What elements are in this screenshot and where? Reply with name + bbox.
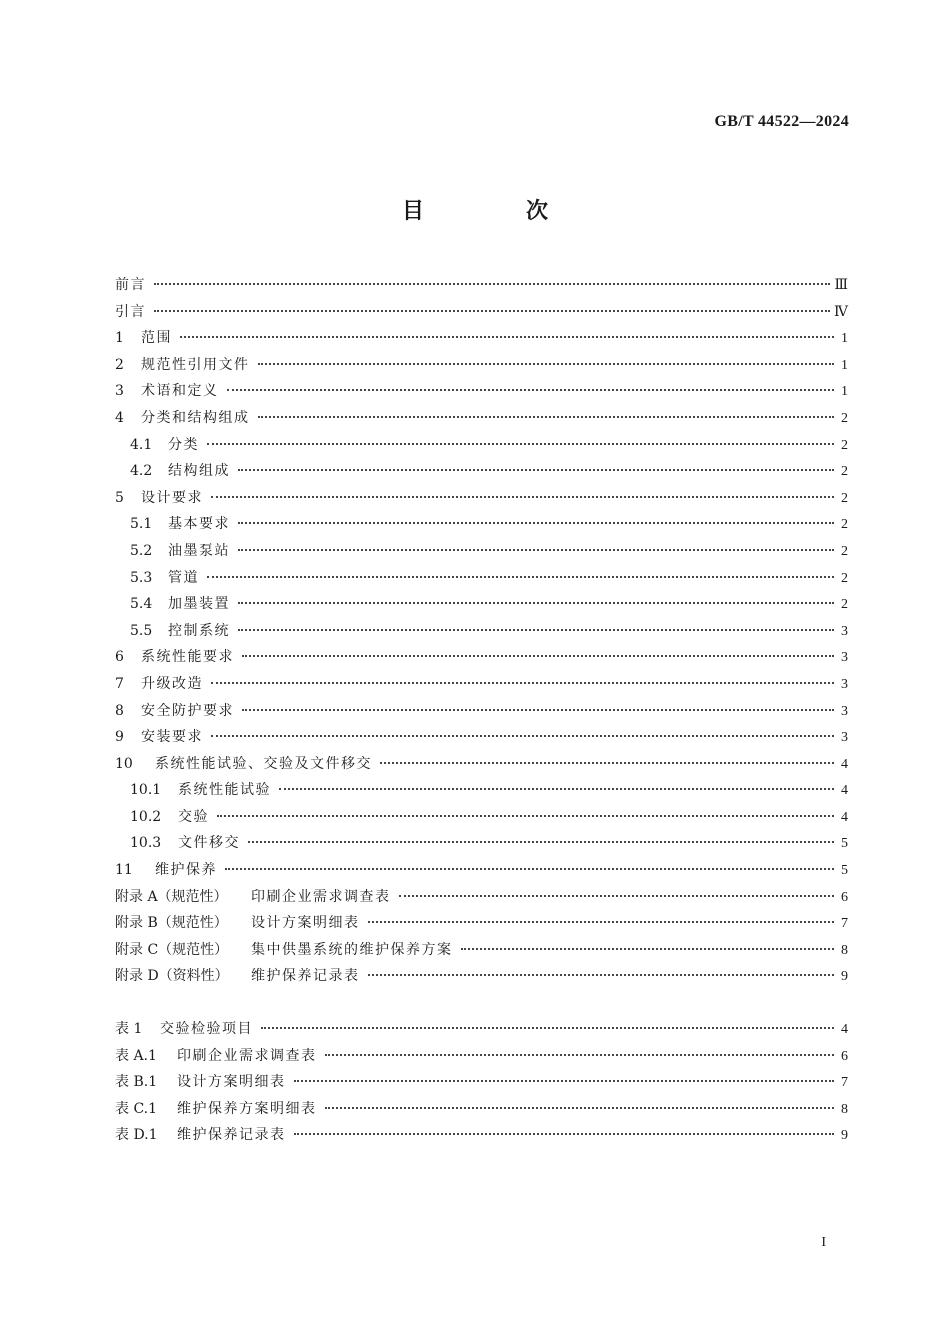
- toc-entry-page: 2: [841, 517, 848, 533]
- toc-entry-title: 集中供墨系统的维护保养方案: [251, 941, 453, 958]
- toc-entry-title: 引言: [115, 303, 146, 320]
- toc-entry-number: 附录 A（规范性）: [115, 888, 228, 905]
- toc-entry-title: 加墨装置: [168, 596, 230, 613]
- toc-entry[interactable]: [115, 884, 848, 911]
- toc-entry[interactable]: [115, 671, 848, 698]
- toc-entry-title: 交验: [178, 808, 209, 825]
- toc-entry[interactable]: [115, 937, 848, 964]
- toc-entry-number: 2: [115, 356, 124, 373]
- toc-entry-page: 2: [841, 597, 848, 613]
- toc-entry-page: Ⅲ: [834, 278, 848, 293]
- toc-entry[interactable]: [115, 857, 848, 884]
- toc-entry-number: 附录 B（规范性）: [115, 915, 228, 932]
- toc-entry[interactable]: [115, 538, 848, 565]
- page-number: I: [821, 1235, 826, 1250]
- toc-entry[interactable]: [115, 804, 848, 831]
- toc-entry-page: Ⅳ: [834, 304, 848, 320]
- toc-entry-number: 4: [115, 409, 124, 426]
- toc-entry[interactable]: [115, 352, 848, 379]
- dot-leader: [380, 762, 834, 764]
- table-list-entry[interactable]: [115, 1069, 848, 1096]
- toc-entry-title: 设计要求: [141, 489, 203, 506]
- toc-entry[interactable]: [115, 830, 848, 857]
- toc-entry-number: 7: [115, 675, 124, 692]
- toc-entry-number: 4.2: [130, 463, 153, 480]
- toc-entry-title: 术语和定义: [141, 383, 219, 400]
- toc-entry-number: 10: [115, 755, 133, 772]
- dot-leader: [238, 469, 834, 471]
- toc-entry-title: 油墨泵站: [168, 542, 230, 559]
- dot-leader: [211, 735, 834, 737]
- toc-entry-number: 表 B.1: [115, 1074, 158, 1091]
- toc-entry-page: 9: [841, 1128, 848, 1144]
- toc-entry-title: 结构组成: [168, 463, 230, 480]
- toc-entry-number: 附录 C（规范性）: [115, 941, 229, 958]
- toc-entry-number: 11: [115, 862, 133, 879]
- toc-entry-title: 基本要求: [168, 516, 230, 533]
- toc-entry-number: 5.2: [130, 542, 153, 559]
- toc-entry-page: 8: [841, 942, 848, 958]
- dot-leader: [225, 868, 834, 870]
- dot-leader: [242, 655, 834, 657]
- standard-code: GB/T 44522—2024: [714, 113, 849, 130]
- toc-entry-page: 2: [841, 543, 848, 559]
- toc-entry-number: 表 C.1: [115, 1100, 158, 1117]
- toc-title: 目 次: [401, 199, 588, 224]
- dot-leader: [211, 682, 834, 684]
- toc-entry[interactable]: [115, 405, 848, 432]
- toc-entry-page: 3: [841, 730, 848, 746]
- toc-entry-title: 升级改造: [141, 675, 203, 692]
- toc-entry-page: 5: [841, 863, 848, 879]
- toc-entry-number: 1: [115, 330, 124, 347]
- toc-entry-page: 2: [841, 490, 848, 506]
- toc-entry-number: 表 1: [115, 1021, 143, 1038]
- dot-leader: [180, 336, 834, 338]
- toc-entry-page: 2: [841, 437, 848, 453]
- toc-entry-title: 印刷企业需求调查表: [251, 888, 391, 905]
- toc-entry-page: 3: [841, 703, 848, 719]
- toc-entry-page: 6: [841, 889, 848, 905]
- toc-entry[interactable]: [115, 591, 848, 618]
- dot-leader: [399, 895, 835, 897]
- table-list-entries: [115, 1016, 848, 1149]
- toc-entry-number: 表 A.1: [115, 1047, 157, 1064]
- toc-entry-number: 10.3: [130, 835, 162, 852]
- toc-entry-page: 1: [841, 331, 848, 347]
- toc-entry[interactable]: [115, 272, 848, 299]
- toc-entry-number: 附录 D（资料性）: [115, 968, 229, 985]
- toc-entry-title: 范围: [141, 330, 172, 347]
- dot-leader: [368, 974, 835, 976]
- toc-entry[interactable]: [115, 618, 848, 645]
- toc-entry-page: 3: [841, 650, 848, 666]
- table-list-entry[interactable]: [115, 1096, 848, 1123]
- toc-entry-title: 安全防护要求: [141, 702, 234, 719]
- toc-entry-number: 10.2: [130, 808, 162, 825]
- toc-entry-title: 系统性能试验、交验及文件移交: [155, 755, 372, 772]
- dot-leader: [248, 841, 834, 843]
- dot-leader: [294, 1133, 835, 1135]
- toc-entry-number: 10.1: [130, 782, 162, 799]
- dot-leader: [368, 921, 835, 923]
- table-list-entry[interactable]: [115, 1043, 848, 1070]
- toc-entry[interactable]: [115, 777, 848, 804]
- toc-entry[interactable]: [115, 963, 848, 990]
- toc-entry-page: 7: [841, 916, 848, 932]
- toc-entries: [115, 272, 848, 990]
- toc-entry-page: 6: [841, 1048, 848, 1064]
- toc-entry-number: 9: [115, 729, 124, 746]
- dot-leader: [238, 522, 834, 524]
- toc-entry-title: 设计方案明细表: [177, 1074, 286, 1091]
- toc-entry-title: 交验检验项目: [160, 1021, 253, 1038]
- toc-entry-title: 分类和结构组成: [141, 409, 250, 426]
- toc-entry-title: 前言: [115, 277, 146, 293]
- toc-entry-title: 分类: [168, 436, 199, 453]
- dot-leader: [461, 948, 835, 950]
- dot-leader: [294, 1080, 835, 1082]
- toc-entry-page: 3: [841, 623, 848, 639]
- dot-leader: [154, 310, 830, 312]
- toc-entry-page: 4: [841, 1022, 848, 1038]
- toc-entry-title: 设计方案明细表: [251, 915, 360, 932]
- toc-entry[interactable]: [115, 724, 848, 751]
- dot-leader: [258, 416, 835, 418]
- toc-entry-number: 5.4: [130, 596, 153, 613]
- toc-entry-title: 管道: [168, 569, 199, 586]
- toc-entry-page: 4: [841, 756, 848, 772]
- toc-entry-title: 规范性引用文件: [141, 356, 250, 373]
- toc-entry-title: 文件移交: [178, 835, 240, 852]
- toc-entry-title: 维护保养方案明细表: [177, 1100, 317, 1117]
- toc-entry-title: 系统性能要求: [141, 649, 234, 666]
- table-list-entry[interactable]: [115, 1122, 848, 1149]
- dot-leader: [217, 815, 834, 817]
- table-list-entry[interactable]: [115, 1016, 848, 1043]
- toc-entry-page: 2: [841, 410, 848, 426]
- toc-entry-number: 5: [115, 489, 124, 506]
- toc-entry-title: 维护保养: [155, 862, 217, 879]
- dot-leader: [325, 1107, 835, 1109]
- toc-entry[interactable]: [115, 485, 848, 512]
- toc-entry[interactable]: [115, 565, 848, 592]
- toc-entry-page: 1: [841, 357, 848, 373]
- toc-entry-title: 控制系统: [168, 622, 230, 639]
- dot-leader: [242, 709, 834, 711]
- dot-leader: [325, 1054, 835, 1056]
- dot-leader: [238, 549, 834, 551]
- dot-leader: [279, 788, 834, 790]
- toc-entry[interactable]: [115, 378, 848, 405]
- toc-entry-title: 安装要求: [141, 729, 203, 746]
- toc-entry[interactable]: [115, 325, 848, 352]
- toc-entry-number: 表 D.1: [115, 1127, 158, 1144]
- toc-entry-page: 4: [841, 783, 848, 799]
- toc-entry-page: 1: [841, 384, 848, 400]
- toc-entry[interactable]: [115, 299, 848, 326]
- toc-entry-number: 5.3: [130, 569, 153, 586]
- toc-entry-page: 5: [841, 836, 848, 852]
- dot-leader: [207, 576, 834, 578]
- toc-entry-page: 4: [841, 809, 848, 825]
- toc-entry-page: 9: [841, 969, 848, 985]
- dot-leader: [211, 496, 834, 498]
- toc-entry-page: 2: [841, 464, 848, 480]
- toc-entry-page: 2: [841, 570, 848, 586]
- toc-entry[interactable]: [115, 910, 848, 937]
- dot-leader: [154, 283, 830, 285]
- toc-entry-number: 3: [115, 383, 124, 400]
- toc-entry[interactable]: [115, 698, 848, 725]
- toc-entry-title: 系统性能试验: [178, 782, 271, 799]
- toc-entry-title: 维护保养记录表: [251, 968, 360, 985]
- dot-leader: [207, 443, 834, 445]
- toc-entry[interactable]: [115, 432, 848, 459]
- toc-entry-number: 6: [115, 649, 124, 666]
- dot-leader: [238, 602, 834, 604]
- toc-entry-page: 8: [841, 1101, 848, 1117]
- dot-leader: [261, 1027, 834, 1029]
- dot-leader: [258, 363, 835, 365]
- toc-entry-page: 7: [841, 1075, 848, 1091]
- table-of-contents: [115, 272, 848, 1149]
- toc-entry-page: 3: [841, 676, 848, 692]
- toc-entry[interactable]: [115, 644, 848, 671]
- toc-entry-title: 维护保养记录表: [177, 1127, 286, 1144]
- dot-leader: [238, 629, 834, 631]
- toc-entry[interactable]: [115, 511, 848, 538]
- toc-section-gap: [115, 990, 848, 1016]
- dot-leader: [227, 389, 835, 391]
- toc-entry-number: 8: [115, 702, 124, 719]
- toc-entry-title: 印刷企业需求调查表: [177, 1047, 317, 1064]
- toc-entry-number: 5.1: [130, 516, 153, 533]
- toc-entry[interactable]: [115, 751, 848, 778]
- toc-entry[interactable]: [115, 458, 848, 485]
- toc-entry-number: 5.5: [130, 622, 153, 639]
- toc-entry-number: 4.1: [130, 436, 153, 453]
